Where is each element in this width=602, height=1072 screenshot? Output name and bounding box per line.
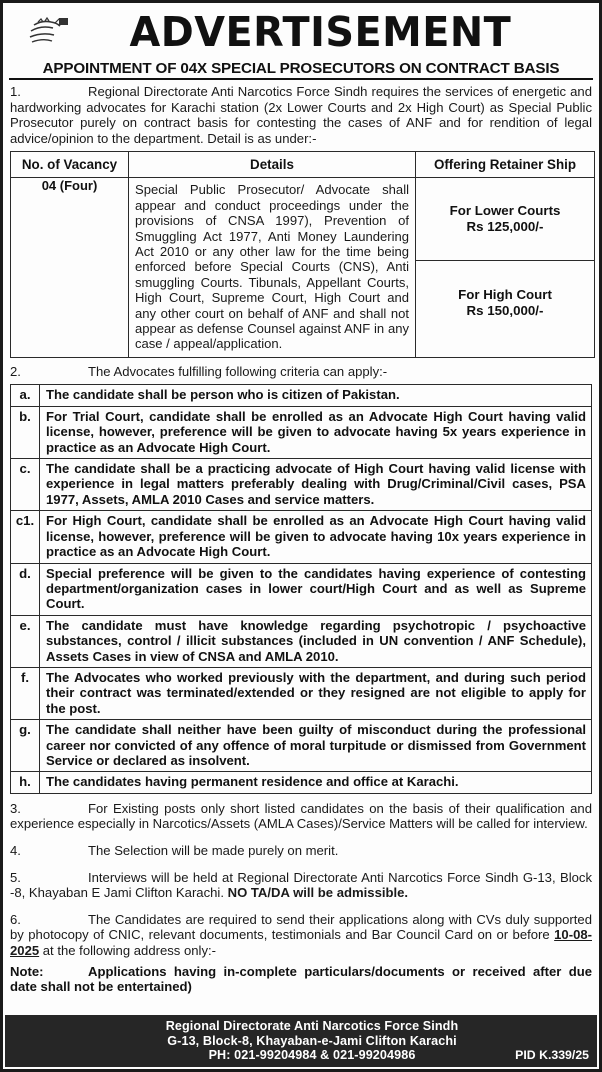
criteria-text: For Trial Court, candidate shall be enrolled as an Advocate High Court having valid license, however, preference will be given to advocate having 5x years experience in practice as an Advocate High Court. bbox=[40, 406, 592, 458]
criteria-row bbox=[11, 615, 592, 667]
retainer-lower-courts bbox=[416, 178, 594, 261]
footer-line-1: Regional Directorate Anti Narcotics Force Sindh bbox=[165, 1019, 459, 1034]
criteria-row bbox=[11, 772, 592, 793]
criteria-intro bbox=[10, 364, 592, 380]
vacancy-table bbox=[10, 151, 595, 357]
criteria-text: The candidate shall neither have been guilty of misconduct during the professional career nor convicted of any offence of moral turpitude or dismissed from Government Service or declared as insolvent. bbox=[40, 720, 592, 772]
clause-3-number: 3. bbox=[10, 800, 21, 816]
page-title: ADVERTISEMENT bbox=[129, 8, 512, 56]
criteria-letter: c. bbox=[11, 459, 40, 511]
criteria-text: The candidates having permanent residence and office at Karachi. bbox=[40, 772, 592, 793]
intro-number: 1. bbox=[10, 84, 21, 99]
note-label: Note: bbox=[10, 963, 44, 979]
criteria-text: The candidate must have knowledge regarding psychotropic / psychoactive substances, control / illicit substances (included in UN convention / ANF Schedule), Assets Cases in view of CNSA and AMLA 2010. bbox=[40, 615, 592, 667]
clause-6-text-part1: The Candidates are required to send their applications along with CVs duly supported by photocopy of CNIC, relevant documents, testimonials and Bar Council Card on or before bbox=[10, 911, 592, 943]
criteria-row bbox=[11, 563, 592, 615]
clause-4-number: 4. bbox=[10, 842, 21, 858]
criteria-letter: a. bbox=[11, 385, 40, 406]
criteria-letter: d. bbox=[11, 563, 40, 615]
criteria-row bbox=[11, 511, 592, 563]
cell-details: Special Public Prosecutor/ Advocate shall appear and conduct proceedings under the provisions of CNSA 1997), Prevention of Smuggling Act 1977, Anti Money Laundering Act 2010 or any other law for the time being enforced before Special Courts (CNS), Anti smuggling Courts. Tibunals, Appellant Courts, High Court, Supreme Court, High Court and any other court on behalf of ANF and shall not appear as defense Counsel against ANF in any case / appeal/application. bbox=[129, 178, 416, 357]
criteria-row bbox=[11, 406, 592, 458]
table-header-row bbox=[11, 152, 595, 178]
clause-6-text-part2: at the following address only:- bbox=[39, 942, 217, 958]
criteria-letter: f. bbox=[11, 667, 40, 719]
intro-text: Regional Directorate Anti Narcotics Force Sindh requires the services of energetic and hardworking advocates for Karachi station (2x Lower Courts and 2x High Court) as Special Public Prosecutor purely on contract basis for contesting the cases of ANF and for rendition of legal advice/opinion to the department. Detail is as under:- bbox=[10, 84, 592, 146]
clause-5-number: 5. bbox=[10, 869, 21, 885]
note-text: Applications having in-complete particulars/documents or received after due date shall not be entertained) bbox=[10, 963, 592, 995]
criteria-letter: g. bbox=[11, 720, 40, 772]
retainer-high-label: For High Court bbox=[458, 286, 552, 302]
intro-paragraph bbox=[10, 84, 592, 146]
table-row bbox=[11, 178, 595, 357]
criteria-row bbox=[11, 385, 592, 406]
header-details: Details bbox=[129, 152, 416, 178]
criteria-letter: e. bbox=[11, 615, 40, 667]
clause-6 bbox=[10, 912, 592, 959]
retainer-lower-amount: Rs 125,000/- bbox=[466, 219, 544, 235]
clause-5-text: Interviews will be held at Regional Directorate Anti Narcotics Force Sindh G-13, Block -8, Khayaban E Jami Clifton Karachi. bbox=[10, 869, 592, 901]
clause-4-text: The Selection will be made purely on merit. bbox=[88, 842, 339, 858]
cell-retainer bbox=[416, 178, 595, 357]
pid-number: PID K.339/25 bbox=[515, 1048, 589, 1062]
clause-3 bbox=[10, 801, 592, 832]
cell-vacancy-count: 04 (Four) bbox=[11, 178, 129, 357]
retainer-high-court bbox=[416, 261, 594, 344]
clause-4 bbox=[10, 843, 592, 859]
criteria-letter: c1. bbox=[11, 511, 40, 563]
criteria-intro-number: 2. bbox=[10, 363, 21, 379]
criteria-letter: h. bbox=[11, 772, 40, 793]
page-subtitle: APPOINTMENT OF 04X SPECIAL PROSECUTORS ON CONTRACT BASIS bbox=[9, 60, 593, 80]
criteria-text: The candidate shall be a practicing advocate of High Court having valid license with experience in legal matters preferably dealing with Drug/Criminal/Civil cases, PSA 1977, Assets, AMLA 2010 Cases and service matters. bbox=[40, 459, 592, 511]
footer-address bbox=[144, 1019, 459, 1063]
criteria-text: The candidate shall be person who is citizen of Pakistan. bbox=[40, 385, 592, 406]
header-vacancy: No. of Vacancy bbox=[11, 152, 129, 178]
clause-5 bbox=[10, 870, 592, 901]
footer-line-3: PH: 021-99204984 & 021-99204986 bbox=[208, 1048, 416, 1063]
page-footer bbox=[5, 1015, 597, 1067]
page-header bbox=[8, 7, 594, 59]
criteria-row bbox=[11, 720, 592, 772]
criteria-table bbox=[10, 384, 592, 793]
criteria-text: For High Court, candidate shall be enrolled as an Advocate High Court having valid license, however, preference will be given to advocate having 10x years experience in practice as an Advocate High Court. bbox=[40, 511, 592, 563]
criteria-intro-text: The Advocates fulfilling following criteria can apply:- bbox=[88, 363, 388, 379]
footer-line-2: G-13, Block-8, Khayaban-e-Jami Clifton Karachi bbox=[167, 1033, 457, 1048]
clause-5-bold-text: NO TA/DA will be admissible. bbox=[227, 885, 409, 901]
criteria-row bbox=[11, 667, 592, 719]
header-retainer: Offering Retainer Ship bbox=[416, 152, 595, 178]
criteria-text: The Advocates who worked previously with the department, and during such period their contract was terminated/extended or they resigned are not eligible to apply for the post. bbox=[40, 667, 592, 719]
criteria-text: Special preference will be given to the candidates having experience of contesting department/organization cases in lower court/High Court and as well as Supreme Court. bbox=[40, 563, 592, 615]
criteria-row bbox=[11, 459, 592, 511]
criteria-letter: b. bbox=[11, 406, 40, 458]
retainer-lower-label: For Lower Courts bbox=[449, 203, 561, 219]
clause-6-number: 6. bbox=[10, 911, 21, 927]
note-block bbox=[10, 964, 592, 995]
clause-3-text: For Existing posts only short listed candidates on the basis of their qualification and experience especially in Narcotics/Assets (AMLA Cases)/Service Matters will be called for interview. bbox=[10, 800, 592, 832]
retainer-high-amount: Rs 150,000/- bbox=[466, 302, 544, 318]
application-deadline-date: 10-08-2025 bbox=[10, 927, 592, 958]
